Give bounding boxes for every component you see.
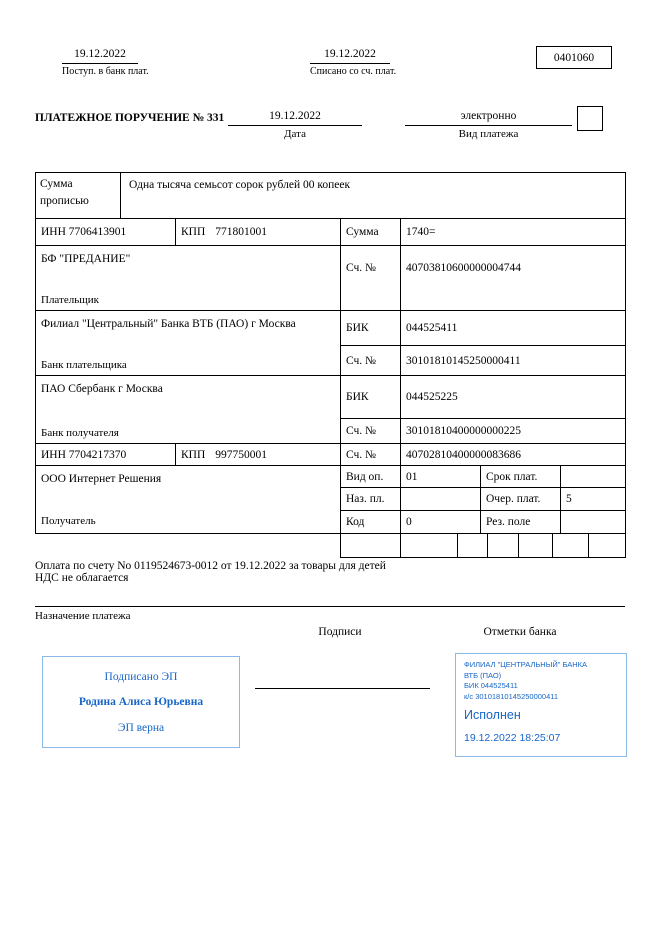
e-signature-stamp <box>42 656 240 748</box>
payee-cell <box>35 465 340 533</box>
amount-value: 1740= <box>400 218 625 245</box>
payer-bank-account-label: Сч. № <box>340 345 400 375</box>
bank-stamp-bik: БИК 044525411 <box>464 681 518 690</box>
received-in-bank-block <box>62 48 149 77</box>
e-signature-name: Родина Алиса Юрьевна <box>78 696 204 708</box>
amount-in-words-value: Одна тысяча семьсот сорок рублей 00 копеек <box>120 172 625 218</box>
purpose-code-label: Наз. пл. <box>340 487 400 510</box>
bank-stamp-corr-account: к/с 30101810145250000411 <box>464 691 559 701</box>
table-right-bottom-border <box>340 557 626 558</box>
pay-term-value <box>560 465 625 487</box>
payer-bank-cell <box>35 310 340 375</box>
form-code-box <box>536 46 612 69</box>
payment-kind-label: Вид платежа <box>458 128 519 140</box>
budget-field-cell <box>340 533 400 557</box>
payee-kpp-label: КПП <box>181 448 206 461</box>
code-value: 0 <box>400 510 480 533</box>
bank-stamp-status: Исполнен <box>464 708 521 722</box>
payer-account-label: Сч. № <box>340 245 400 310</box>
payee-bank-section-label: Банк получателя <box>41 427 119 439</box>
purpose-text <box>35 560 595 584</box>
purpose-underline <box>35 606 625 607</box>
payee-bank-name: ПАО Сбербанк г Москва <box>41 383 163 395</box>
e-signature-line-3: ЭП верна <box>117 721 165 734</box>
payer-section-label: Плательщик <box>41 294 99 306</box>
payee-bank-account-label: Сч. № <box>340 418 400 443</box>
signatures-label: Подписи <box>318 626 362 638</box>
debited-from-account-block <box>310 48 397 77</box>
payer-cell <box>35 245 340 310</box>
payee-bank-bik-label: БИК <box>340 375 400 418</box>
payer-kpp: 771801001 <box>215 226 268 238</box>
payer-inn: ИНН 7706413901 <box>35 218 175 245</box>
payment-kind-block <box>405 110 572 140</box>
bank-stamp-name-line-2: ВТБ (ПАО) <box>464 670 502 680</box>
payer-kpp-label: КПП <box>181 226 206 238</box>
payee-kpp: 997750001 <box>215 448 268 461</box>
budget-field-cell <box>400 533 457 557</box>
payee-account: 40702810400000083686 <box>400 443 625 465</box>
payee-section-label: Получатель <box>41 515 96 527</box>
document-title: ПЛАТЕЖНОЕ ПОРУЧЕНИЕ № 331 <box>35 112 225 124</box>
debited-from-account-label: Списано со сч. плат. <box>310 66 397 77</box>
pay-term-label: Срок плат. <box>480 465 560 487</box>
debited-from-account-date: 19.12.2022 <box>310 48 390 64</box>
payee-bank-cell <box>35 375 340 443</box>
budget-field-cell <box>588 533 625 557</box>
amount-label: Сумма <box>340 218 400 245</box>
priority-value: 5 <box>560 487 625 510</box>
reserve-field-value <box>560 510 625 533</box>
amount-in-words-label: Сумма прописью <box>35 172 120 218</box>
document-date-block <box>228 110 362 140</box>
code-label: Код <box>340 510 400 533</box>
payer-bank-name: Филиал "Центральный" Банка ВТБ (ПАО) г Москва <box>41 318 296 330</box>
payee-name: ООО Интернет Решения <box>41 473 162 485</box>
bank-marks-label: Отметки банка <box>483 626 557 638</box>
payee-bank-bik: 044525225 <box>400 375 625 418</box>
purpose-code-value <box>400 487 480 510</box>
payee-kpp-cell <box>175 443 340 465</box>
reserve-field-label: Рез. поле <box>480 510 560 533</box>
budget-field-cell <box>457 533 487 557</box>
budget-field-cell <box>518 533 552 557</box>
status-code-box <box>577 106 603 131</box>
purpose-line-2: НДС не облагается <box>35 572 129 584</box>
op-type-value: 01 <box>400 465 480 487</box>
bank-stamp-datetime: 19.12.2022 18:25:07 <box>464 732 561 744</box>
op-type-label: Вид оп. <box>340 465 400 487</box>
table-left-bottom-border <box>35 533 341 534</box>
received-in-bank-label: Поступ. в банк плат. <box>62 66 149 77</box>
payment-order-table <box>35 172 626 558</box>
payer-name: БФ "ПРЕДАНИЕ" <box>41 253 131 265</box>
e-signature-line-1: Подписано ЭП <box>104 670 178 683</box>
payer-bank-section-label: Банк плательщика <box>41 359 127 371</box>
form-code: 0401060 <box>553 51 595 64</box>
document-date: 19.12.2022 <box>228 110 362 126</box>
payee-account-label: Сч. № <box>340 443 400 465</box>
payee-bank-account: 30101810400000000225 <box>400 418 625 443</box>
document-date-label: Дата <box>284 128 306 140</box>
purpose-section-label: Назначение платежа <box>35 610 131 622</box>
budget-field-cell <box>487 533 518 557</box>
received-in-bank-date: 19.12.2022 <box>62 48 138 64</box>
payer-kpp-cell <box>175 218 340 245</box>
payment-kind: электронно <box>405 110 572 126</box>
table-right-border <box>625 172 626 558</box>
payer-bank-bik: 044525411 <box>400 310 625 345</box>
payer-bank-account: 30101810145250000411 <box>400 345 625 375</box>
payee-inn: ИНН 7704217370 <box>35 443 175 465</box>
payer-bank-bik-label: БИК <box>340 310 400 345</box>
purpose-line-1: Оплата по счету No 0119524673-0012 от 19.12.2022 за товары для детей <box>35 560 386 572</box>
signature-line <box>255 688 430 689</box>
bank-execution-stamp <box>455 653 627 757</box>
bank-stamp-name-line-1: ФИЛИАЛ "ЦЕНТРАЛЬНЫЙ" БАНКА <box>464 660 588 669</box>
priority-label: Очер. плат. <box>480 487 560 510</box>
budget-field-cell <box>552 533 588 557</box>
payer-account: 40703810600000004744 <box>400 245 625 310</box>
